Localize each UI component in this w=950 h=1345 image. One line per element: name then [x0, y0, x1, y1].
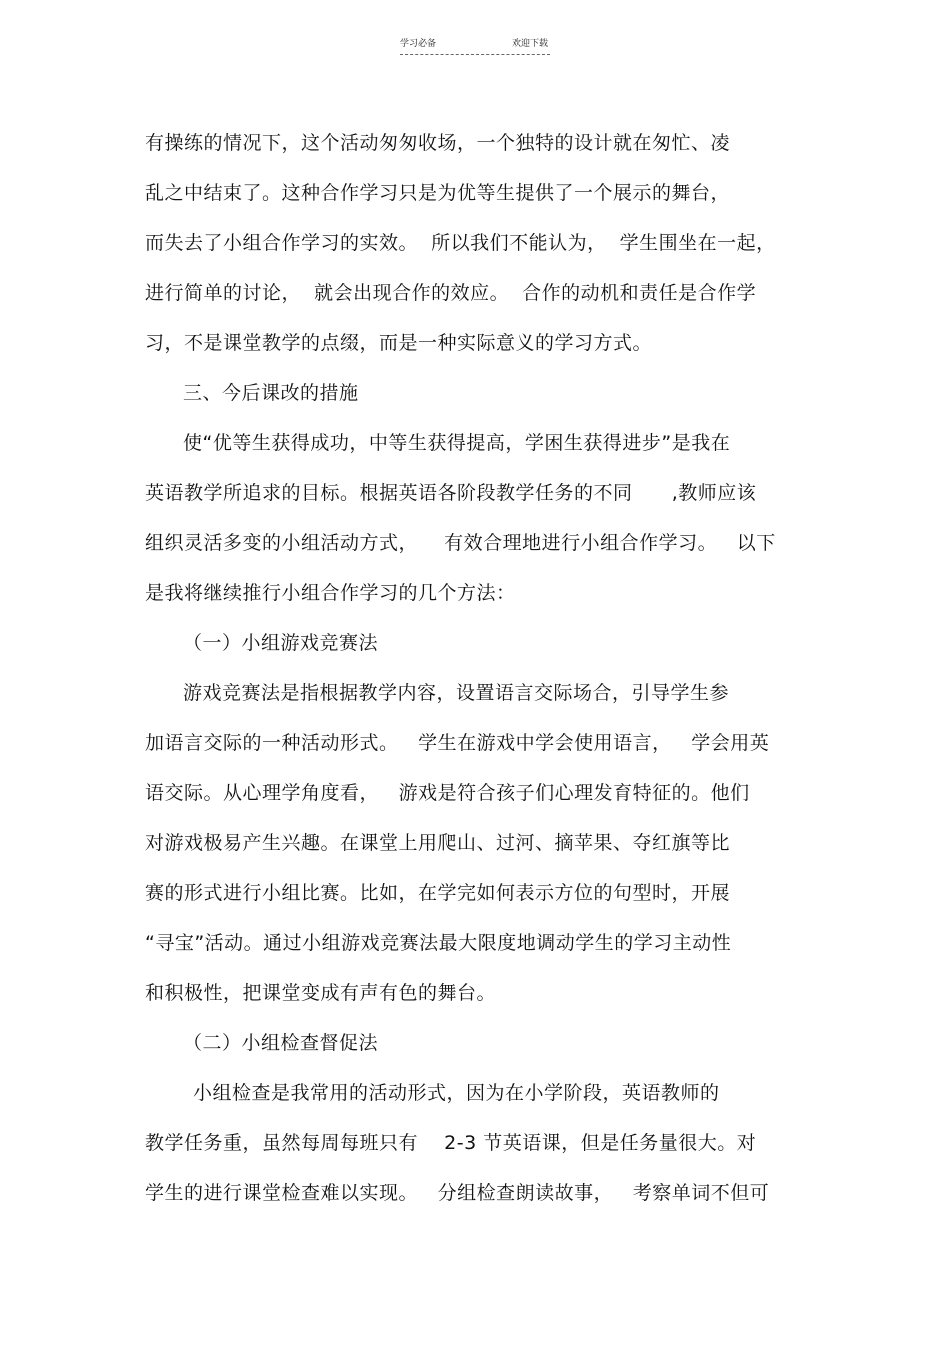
header-right-text: 欢迎下载 — [511, 39, 548, 49]
paragraph-line: “寻宝”活动。通过小组游戏竞赛法最大限度地调动学生的学习主动性 — [145, 932, 732, 954]
header-left-text: 学习必备 — [400, 39, 437, 49]
paragraph-line: 使“优等生获得成功，中等生获得提高，学困生获得进步”是我在 — [183, 432, 731, 454]
paragraph-line: 有操练的情况下，这个活动匆匆收场，一个独特的设计就在匆忙、凌 — [145, 132, 731, 154]
page-header — [400, 38, 550, 55]
subsection-heading: （二）小组检查督促法 — [183, 1032, 379, 1054]
paragraph-line: 赛的形式进行小组比赛。比如，在学完如何表示方位的句型时，开展 — [145, 882, 731, 904]
paragraph-line: 语交际。从心理学角度看， 游戏是符合孩子们心理发育特征的。他们 — [145, 782, 750, 804]
paragraph-line: 学生的进行课堂检查难以实现。 分组检查朗读故事， 考察单词不但可 — [145, 1182, 770, 1204]
paragraph-line: 教学任务重，虽然每周每班只有 2-3 节英语课，但是任务量很大。对 — [145, 1132, 757, 1154]
paragraph-line: 游戏竞赛法是指根据教学内容，设置语言交际场合，引导学生参 — [183, 682, 730, 704]
paragraph-line: 小组检查是我常用的活动形式，因为在小学阶段，英语教师的 — [193, 1082, 720, 1104]
paragraph-line: 习，不是课堂教学的点缀，而是一种实际意义的学习方式。 — [145, 332, 653, 354]
section-heading: 三、今后课改的措施 — [183, 382, 359, 404]
subsection-heading: （一）小组游戏竞赛法 — [183, 632, 379, 654]
paragraph-line: 进行简单的讨论， 就会出现合作的效应。 合作的动机和责任是合作学 — [145, 282, 757, 304]
paragraph-line: 是我将继续推行小组合作学习的几个方法： — [145, 582, 516, 604]
paragraph-line: 加语言交际的一种活动形式。 学生在游戏中学会使用语言， 学会用英 — [145, 732, 770, 754]
paragraph-line: 乱之中结束了。这种合作学习只是为优等生提供了一个展示的舞台， — [145, 182, 731, 204]
paragraph-line: 对游戏极易产生兴趣。在课堂上用爬山、过河、摘苹果、夺红旗等比 — [145, 832, 731, 854]
paragraph-line: 组织灵活多变的小组活动方式， 有效合理地进行小组合作学习。 以下 — [145, 532, 776, 554]
paragraph-line: 英语教学所追求的目标。根据英语各阶段教学任务的不同 ,教师应该 — [145, 482, 757, 504]
paragraph-line: 而失去了小组合作学习的实效。 所以我们不能认为， 学生围坐在一起， — [145, 232, 776, 254]
paragraph-line: 和积极性，把课堂变成有声有色的舞台。 — [145, 982, 497, 1004]
